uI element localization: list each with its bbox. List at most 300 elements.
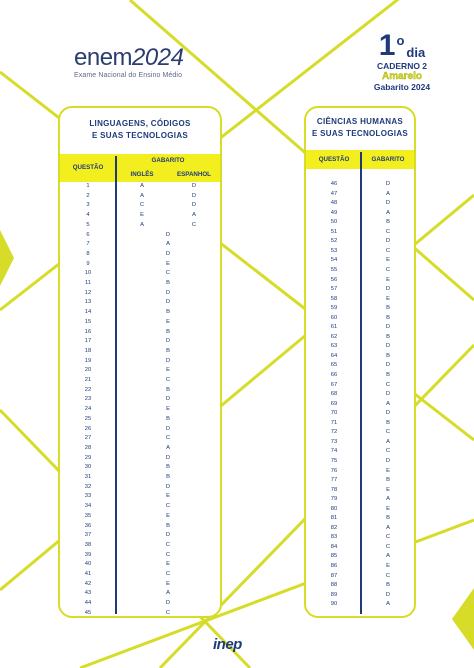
answer: B [166, 415, 170, 422]
question-number: 48 [330, 200, 338, 207]
table-row [60, 328, 220, 338]
question-number: 67 [330, 381, 338, 388]
answer: D [165, 425, 171, 432]
table-row [306, 180, 414, 190]
table-row [60, 260, 220, 270]
answer: E [166, 512, 170, 519]
table-row [60, 211, 220, 221]
table-row [60, 522, 220, 532]
table-row [306, 572, 414, 582]
table-row [306, 199, 414, 209]
table-row [306, 247, 414, 257]
table-row [306, 371, 414, 381]
answer-english: A [140, 192, 144, 199]
question-number: 31 [84, 474, 92, 480]
question-number: 84 [330, 543, 338, 550]
question-number: 5 [86, 221, 90, 228]
inep-logo: inep [213, 636, 242, 653]
table-row [60, 473, 220, 483]
table-row [306, 333, 414, 343]
question-number: 58 [330, 295, 338, 302]
answer: D [385, 324, 391, 331]
logo-subtitle: Exame Nacional do Ensino Médio [74, 72, 183, 79]
question-number: 18 [84, 347, 92, 354]
question-number: 7 [86, 241, 90, 248]
table-row [60, 551, 220, 561]
table-row [60, 308, 220, 318]
question-number: 79 [330, 496, 338, 503]
answer: C [165, 377, 171, 383]
answer: C [385, 266, 391, 273]
answer-spanish: D [191, 192, 197, 199]
question-number: 81 [330, 515, 338, 522]
question-number: 44 [84, 600, 92, 607]
table-row [60, 231, 220, 241]
answer: B [386, 582, 390, 589]
answer: B [166, 464, 170, 471]
answer: B [386, 352, 390, 359]
answer: D [165, 454, 171, 461]
table-row [306, 533, 414, 543]
enem-logo [74, 46, 183, 79]
answer: B [386, 333, 390, 340]
question-number: 87 [330, 572, 338, 579]
question-number: 63 [330, 343, 338, 350]
answer: D [165, 250, 171, 257]
table-row [60, 502, 220, 512]
question-number: 90 [330, 601, 338, 608]
table-row [60, 386, 220, 396]
table-row [60, 289, 220, 299]
answer-key-label: Gabarito 2024 [373, 82, 431, 92]
answer: C [385, 247, 391, 254]
table-row [306, 209, 414, 219]
question-number: 75 [330, 457, 338, 464]
answer-english: E [140, 212, 144, 219]
col-spanish: ESPANHOL [177, 171, 211, 178]
table-row [306, 419, 414, 429]
table-row [60, 560, 220, 570]
question-number: 10 [84, 270, 92, 277]
question-number: 49 [330, 209, 338, 216]
question-number: 29 [84, 454, 92, 461]
table-row [306, 438, 414, 448]
table-row [60, 221, 220, 231]
answer: A [386, 438, 390, 445]
question-number: 82 [330, 524, 338, 531]
table-row [60, 512, 220, 522]
logo-year: 2024 [132, 44, 184, 71]
answer: D [385, 457, 391, 464]
humanities-title-line1: CIÊNCIAS HUMANAS [316, 117, 404, 126]
answer: C [385, 228, 391, 235]
question-number: 47 [330, 190, 338, 197]
answer: B [166, 347, 170, 354]
answer: B [166, 280, 170, 286]
answer: B [386, 419, 390, 426]
question-number: 33 [84, 493, 92, 500]
table-row [60, 454, 220, 464]
answer: D [385, 238, 391, 245]
answer: E [166, 260, 170, 267]
question-number: 53 [330, 247, 338, 254]
table-row [60, 347, 220, 357]
answer-english: A [140, 183, 144, 189]
table-row [306, 562, 414, 572]
answer: A [166, 590, 170, 597]
answer-spanish: D [191, 183, 197, 189]
question-number: 46 [330, 181, 338, 187]
question-number: 62 [330, 333, 338, 340]
answer: C [385, 534, 391, 541]
answer: A [386, 601, 390, 608]
answer: B [386, 372, 390, 378]
table-row [306, 381, 414, 391]
answer: B [386, 477, 390, 484]
answer: E [386, 563, 390, 569]
question-number: 50 [330, 219, 338, 226]
humanities-title-line2: E SUAS TECNOLOGIAS [311, 129, 409, 138]
answer: A [386, 496, 390, 503]
col-question: QUESTÃO [72, 164, 104, 171]
answer: D [165, 289, 171, 296]
languages-table-header [60, 154, 220, 182]
table-row [306, 304, 414, 314]
answer: B [386, 305, 390, 312]
table-row [60, 240, 220, 250]
answer: B [166, 386, 170, 393]
answer: E [166, 318, 170, 325]
answer: B [166, 522, 170, 529]
question-number: 30 [84, 464, 92, 471]
table-row [306, 524, 414, 534]
table-row [60, 192, 220, 202]
table-row [60, 570, 220, 580]
question-number: 8 [86, 250, 90, 257]
booklet-color: Amarelo [381, 71, 422, 82]
answer: D [385, 362, 391, 369]
answer: D [385, 286, 391, 293]
answer: E [166, 561, 170, 568]
question-number: 11 [84, 280, 92, 286]
question-number: 40 [84, 561, 92, 568]
answer: B [386, 219, 390, 226]
answer: E [386, 467, 390, 474]
table-row [306, 428, 414, 438]
table-row [60, 580, 220, 590]
table-row [60, 201, 220, 211]
table-row [306, 237, 414, 247]
table-row [306, 352, 414, 362]
table-row [60, 589, 220, 599]
table-row [60, 182, 220, 192]
table-row [60, 415, 220, 425]
answer: C [385, 381, 391, 388]
answer: B [166, 309, 170, 316]
table-row [306, 514, 414, 524]
answer: C [165, 609, 171, 616]
question-number: 2 [86, 192, 90, 199]
table-row [306, 495, 414, 505]
question-number: 74 [330, 448, 338, 455]
question-number: 61 [330, 324, 338, 331]
question-number: 22 [84, 386, 92, 393]
answer: C [165, 435, 171, 442]
question-number: 55 [330, 266, 338, 273]
question-number: 3 [86, 202, 90, 209]
table-row [306, 256, 414, 266]
answer: E [386, 295, 390, 302]
question-number: 39 [84, 551, 92, 558]
question-number: 35 [84, 512, 92, 519]
table-row [306, 486, 414, 496]
answer: D [385, 181, 391, 187]
answer: A [386, 400, 390, 407]
answer: E [166, 367, 170, 374]
table-row [306, 190, 414, 200]
question-number: 80 [330, 505, 338, 512]
question-number: 9 [86, 260, 90, 267]
table-row [306, 218, 414, 228]
question-number: 41 [84, 571, 92, 577]
answer: D [385, 591, 391, 598]
question-number: 13 [84, 299, 92, 306]
answer: E [166, 406, 170, 413]
question-number: 86 [330, 563, 338, 569]
answer: E [166, 580, 170, 587]
table-row [60, 609, 220, 618]
table-row [60, 376, 220, 386]
table-row [60, 318, 220, 328]
humanities-answer-card [304, 106, 416, 618]
day-word: dia [406, 45, 426, 60]
table-row [306, 314, 414, 324]
question-number: 66 [330, 372, 338, 378]
answer: B [386, 314, 390, 321]
question-number: 51 [330, 228, 338, 235]
question-number: 76 [330, 467, 338, 474]
question-number: 89 [330, 591, 338, 598]
table-row [60, 425, 220, 435]
answer: D [165, 532, 171, 539]
day-superscript: o [396, 33, 405, 48]
booklet-label: CADERNO 2 [376, 61, 428, 71]
answer: E [386, 486, 390, 493]
table-row [306, 390, 414, 400]
answer-spanish: A [192, 212, 196, 219]
answer: C [385, 572, 391, 579]
table-row [60, 492, 220, 502]
answer: A [386, 553, 390, 560]
question-number: 26 [84, 425, 92, 432]
table-row [306, 457, 414, 467]
table-row [306, 447, 414, 457]
answer: B [386, 515, 390, 522]
answer: A [166, 444, 170, 451]
question-number: 38 [84, 541, 92, 548]
table-row [60, 250, 220, 260]
question-number: 56 [330, 276, 338, 283]
table-row [306, 467, 414, 477]
table-row [306, 600, 414, 610]
question-number: 21 [84, 377, 92, 383]
question-number: 52 [330, 238, 338, 245]
table-row [306, 276, 414, 286]
answer: C [385, 448, 391, 455]
table-row [60, 463, 220, 473]
question-number: 28 [84, 444, 92, 451]
answer: D [165, 338, 171, 345]
question-number: 4 [86, 212, 90, 219]
table-row [60, 541, 220, 551]
question-number: 37 [84, 532, 92, 539]
col-question: QUESTÃO [318, 156, 350, 163]
languages-title-line1: LINGUAGENS, CÓDIGOS [89, 119, 191, 128]
table-row [60, 357, 220, 367]
table-row [306, 581, 414, 591]
col-answer-key: GABARITO [371, 156, 405, 163]
answer: A [386, 524, 390, 531]
answer: D [385, 410, 391, 417]
answer: D [165, 299, 171, 306]
question-number: 20 [84, 367, 92, 374]
answer: C [165, 551, 171, 558]
table-row [60, 599, 220, 609]
answer: D [385, 200, 391, 207]
question-number: 54 [330, 257, 338, 264]
question-number: 1 [86, 183, 90, 189]
answer: A [386, 209, 390, 216]
question-number: 34 [84, 503, 92, 510]
answer: C [165, 270, 171, 277]
question-number: 68 [330, 391, 338, 398]
table-row [306, 342, 414, 352]
question-number: 27 [84, 435, 92, 442]
answer-english: C [139, 202, 145, 209]
humanities-title [306, 116, 414, 140]
answer: C [385, 429, 391, 436]
table-row [60, 444, 220, 454]
languages-title-line2: E SUAS TECNOLOGIAS [91, 131, 189, 140]
table-row [306, 228, 414, 238]
table-row [306, 323, 414, 333]
question-number: 88 [330, 582, 338, 589]
table-row [60, 405, 220, 415]
table-row [60, 279, 220, 289]
question-number: 36 [84, 522, 92, 529]
question-number: 65 [330, 362, 338, 369]
question-number: 60 [330, 314, 338, 321]
question-number: 17 [84, 338, 92, 345]
answer: A [386, 190, 390, 197]
answer: D [385, 391, 391, 398]
answer: E [386, 505, 390, 512]
answer: E [386, 257, 390, 264]
table-row [306, 552, 414, 562]
table-row [306, 295, 414, 305]
question-number: 19 [84, 357, 92, 364]
table-row [306, 543, 414, 553]
answer: C [165, 503, 171, 510]
question-number: 69 [330, 400, 338, 407]
question-number: 71 [330, 419, 338, 426]
table-row [306, 409, 414, 419]
languages-answer-card [58, 106, 222, 618]
answer: D [385, 343, 391, 350]
day-number: 1 [378, 29, 396, 62]
question-number: 85 [330, 553, 338, 560]
question-number: 16 [84, 328, 92, 335]
table-row [306, 591, 414, 601]
answer: B [166, 328, 170, 335]
exam-info [352, 29, 452, 92]
question-number: 78 [330, 486, 338, 493]
question-number: 32 [84, 483, 92, 490]
answer-spanish: D [191, 202, 197, 209]
question-number: 42 [84, 580, 92, 587]
table-row [306, 400, 414, 410]
answer-spanish: C [191, 221, 197, 228]
question-number: 15 [84, 318, 92, 325]
question-number: 59 [330, 305, 338, 312]
table-row [306, 476, 414, 486]
answer: D [165, 600, 171, 607]
question-number: 73 [330, 438, 338, 445]
question-number: 6 [86, 231, 90, 238]
answer: A [166, 241, 170, 248]
languages-title [60, 118, 220, 142]
answer: C [165, 541, 171, 548]
question-number: 77 [330, 477, 338, 484]
table-row [60, 366, 220, 376]
question-number: 83 [330, 534, 338, 541]
answer: C [385, 543, 391, 550]
question-number: 72 [330, 429, 338, 436]
answer-english: A [140, 221, 144, 228]
answer: D [165, 231, 171, 238]
table-row [60, 298, 220, 308]
table-row [306, 285, 414, 295]
question-number: 24 [84, 406, 92, 413]
question-number: 64 [330, 352, 338, 359]
question-number: 45 [84, 609, 92, 616]
table-row [60, 483, 220, 493]
table-row [306, 505, 414, 515]
answer: E [386, 276, 390, 283]
table-row [60, 434, 220, 444]
logo-word: enem [74, 44, 133, 71]
table-row [60, 395, 220, 405]
question-number: 70 [330, 410, 338, 417]
answer: D [165, 396, 171, 403]
table-row [60, 531, 220, 541]
table-row [306, 266, 414, 276]
question-number: 12 [84, 289, 92, 296]
answer: E [166, 493, 170, 500]
col-english: INGLÊS [130, 171, 154, 178]
table-row [306, 361, 414, 371]
answer: B [166, 474, 170, 480]
col-answer-key: GABARITO [151, 157, 185, 164]
question-number: 14 [84, 309, 92, 316]
answer: D [165, 357, 171, 364]
table-row [60, 337, 220, 347]
question-number: 23 [84, 396, 92, 403]
table-row [60, 269, 220, 279]
answer: C [165, 571, 171, 577]
question-number: 43 [84, 590, 92, 597]
question-number: 25 [84, 415, 92, 422]
